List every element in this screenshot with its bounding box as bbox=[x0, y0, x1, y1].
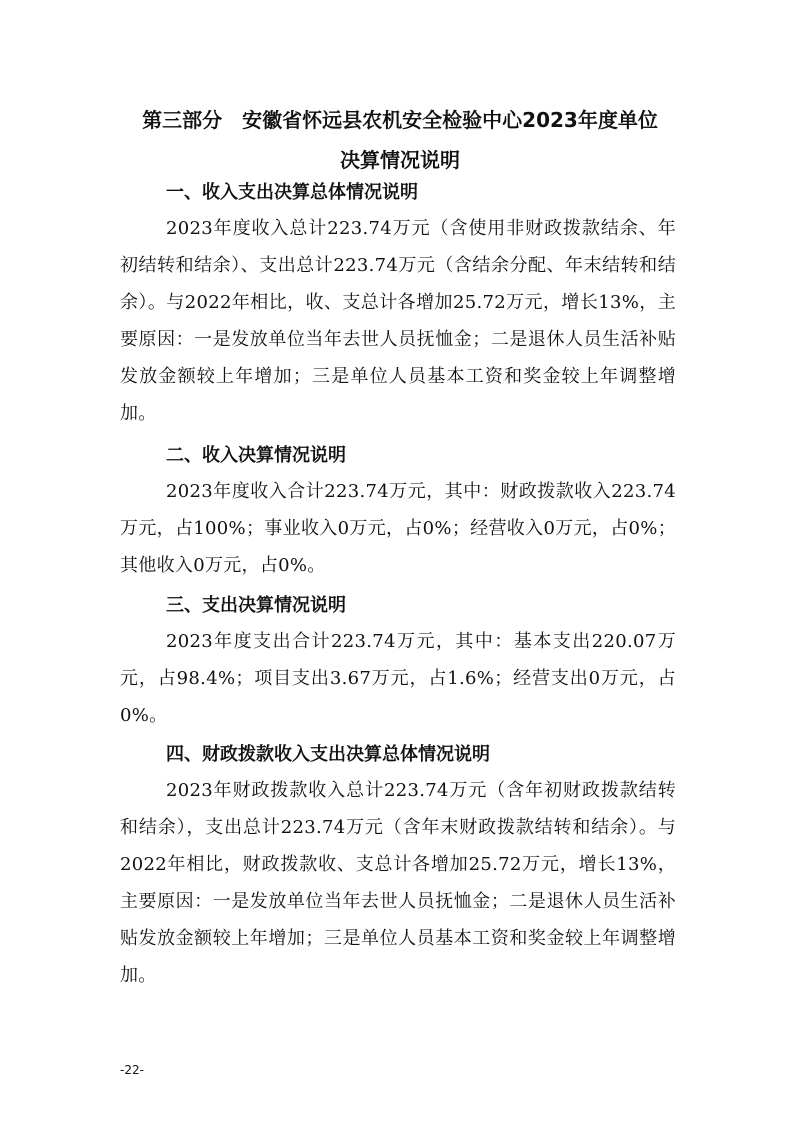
section-paragraph-income-expenditure-overview: 2023年度收入总计223.74万元（含使用非财政拨款结余、年初结转和结余）、支出总计223.74万元（含结余分配、年末结转和结余）。与2022年相比，收、支总计各增加25.72万元，增长13%，主要原因：一是发放单位当年去世人员抚恤金；二是退休人员生活补贴发放金额较上年增加；三是单位人员基本工资和奖金较上年调整增加。 bbox=[120, 218, 677, 424]
page-number: -22- bbox=[120, 1063, 144, 1077]
document-title-line-2: 决算情况说明 bbox=[340, 148, 460, 172]
section-paragraph-expenditure: 2023年度支出合计223.74万元，其中：基本支出220.07万元，占98.4%；项目支出3.67万元，占1.6%；经营支出0万元，占0%。 bbox=[120, 631, 676, 726]
section-paragraph-income: 2023年度收入合计223.74万元，其中：财政拨款收入223.74万元，占100%；事业收入0万元，占0%；经营收入0万元，占0%；其他收入0万元，占0%。 bbox=[120, 481, 676, 576]
section-heading-expenditure: 三、支出决算情况说明 bbox=[166, 595, 346, 616]
document-title-line-1: 第三部分 安徽省怀远县农机安全检验中心2023年度单位 bbox=[142, 108, 658, 132]
section-heading-income: 二、收入决算情况说明 bbox=[166, 445, 346, 466]
section-heading-fiscal-appropriation: 四、财政拨款收入支出决算总体情况说明 bbox=[166, 744, 490, 765]
section-heading-income-expenditure-overview: 一、收入支出决算总体情况说明 bbox=[166, 182, 418, 203]
section-paragraph-fiscal-appropriation: 2023年财政拨款收入总计223.74万元（含年初财政拨款结转和结余），支出总计223.74万元（含年末财政拨款结转和结余）。与2022年相比，财政拨款收、支总计各增加25.72万元，增长13%，主要原因：一是发放单位当年去世人员抚恤金；二是退休人员生活补贴发放金额较上年增加；三是单位人员基本工资和奖金较上年调整增加。 bbox=[120, 780, 676, 986]
